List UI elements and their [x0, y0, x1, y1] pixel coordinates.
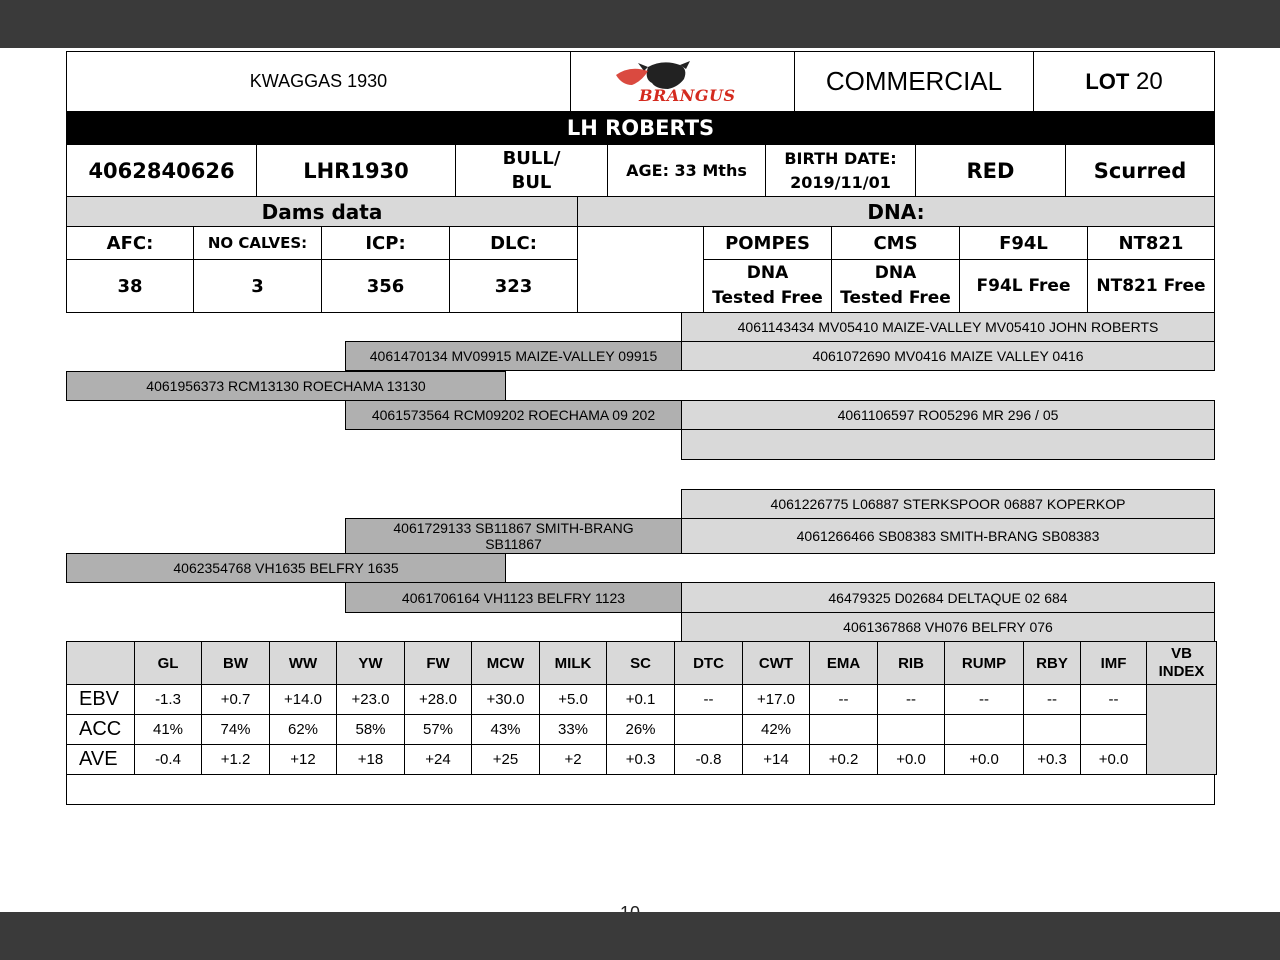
- ave-cell: +24: [405, 745, 472, 775]
- dna-value-cms: DNA Tested Free: [831, 259, 960, 313]
- ebv-cell: --: [1024, 685, 1081, 715]
- ave-cell: +0.3: [1024, 745, 1081, 775]
- dams-label-dlc: DLC:: [449, 226, 578, 260]
- birth-date: BIRTH DATE: 2019/11/01: [765, 144, 916, 197]
- ebv-cell: +0.7: [202, 685, 270, 715]
- ebv-col-mcw: MCW: [472, 642, 540, 685]
- ebv-col-rib: RIB: [878, 642, 945, 685]
- ebv-col-fw: FW: [405, 642, 472, 685]
- acc-cell: 43%: [472, 715, 540, 745]
- pedigree-dam-dam: 4061706164 VH1123 BELFRY 1123: [345, 582, 682, 613]
- acc-cell: 62%: [270, 715, 337, 745]
- dams-label-afc: AFC:: [66, 226, 194, 260]
- ave-cell: +0.0: [878, 745, 945, 775]
- dams-value-afc: 38: [66, 259, 194, 313]
- dna-label-f94l: F94L: [959, 226, 1088, 260]
- pedigree-dam-sire-sire: 4061226775 L06887 STERKSPOOR 06887 KOPERKOP: [681, 489, 1215, 519]
- acc-cell: [878, 715, 945, 745]
- animal-id: 4062840626: [66, 144, 257, 197]
- dna-value-nt821: NT821 Free: [1087, 259, 1215, 313]
- dna-label-pompes: POMPES: [703, 226, 832, 260]
- farm-name: KWAGGAS 1930: [66, 51, 571, 112]
- ebv-cell: -1.3: [135, 685, 202, 715]
- ebv-col-rby: RBY: [1024, 642, 1081, 685]
- ave-cell: +0.3: [607, 745, 675, 775]
- acc-cell: 57%: [405, 715, 472, 745]
- pedigree-dam: 4062354768 VH1635 BELFRY 1635: [66, 553, 506, 583]
- ebv-col-ww: WW: [270, 642, 337, 685]
- pedigree-sire-sire-dam: 4061072690 MV0416 MAIZE VALLEY 0416: [681, 341, 1215, 371]
- viewer-bottom-bar: [0, 912, 1280, 960]
- animal-sex: BULL/ BUL: [455, 144, 608, 197]
- ebv-cell: --: [1081, 685, 1147, 715]
- acc-cell: 58%: [337, 715, 405, 745]
- ebv-cell: +30.0: [472, 685, 540, 715]
- acc-cell: [1081, 715, 1147, 745]
- dna-value-pompes: DNA Tested Free: [703, 259, 832, 313]
- acc-cell: 41%: [135, 715, 202, 745]
- logo-text: BRANGUS: [639, 86, 736, 105]
- ebv-cell: --: [810, 685, 878, 715]
- pedigree-sire-sire-sire: 4061143434 MV05410 MAIZE-VALLEY MV05410 JOHN ROBERTS: [681, 312, 1215, 342]
- ebv-cell: --: [945, 685, 1024, 715]
- dna-spacer: [577, 226, 704, 313]
- row-label: ACC: [67, 715, 135, 745]
- ave-cell: +2: [540, 745, 607, 775]
- ebv-header-row: [67, 642, 1217, 685]
- dna-label-cms: CMS: [831, 226, 960, 260]
- breeder-name: LH ROBERTS: [66, 111, 1215, 145]
- dna-value-f94l: F94L Free: [959, 259, 1088, 313]
- ave-cell: +0.0: [945, 745, 1024, 775]
- dams-value-dlc: 323: [449, 259, 578, 313]
- pedigree-sire-sire: 4061470134 MV09915 MAIZE-VALLEY 09915: [345, 341, 682, 371]
- ebv-cell: +17.0: [743, 685, 810, 715]
- ave-cell: +14: [743, 745, 810, 775]
- pedigree-sire-dam-dam: [681, 429, 1215, 460]
- acc-cell: 26%: [607, 715, 675, 745]
- ebv-cell: +23.0: [337, 685, 405, 715]
- ave-cell: +0.0: [1081, 745, 1147, 775]
- acc-cell: 33%: [540, 715, 607, 745]
- dams-label-icp: ICP:: [321, 226, 450, 260]
- ave-cell: -0.8: [675, 745, 743, 775]
- acc-cell: [945, 715, 1024, 745]
- row-label: EBV: [67, 685, 135, 715]
- pedigree-dam-sire-dam: 4061266466 SB08383 SMITH-BRANG SB08383: [681, 518, 1215, 554]
- ebv-col-sc: SC: [607, 642, 675, 685]
- ebv-col-imf: IMF: [1081, 642, 1147, 685]
- ebv-col-vb-index: VB INDEX: [1147, 642, 1217, 685]
- acc-cell: [675, 715, 743, 745]
- catalogue-page: [0, 48, 1280, 912]
- ebv-table: [66, 641, 1217, 775]
- pedigree-dam-dam-sire: 46479325 D02684 DELTAQUE 02 684: [681, 582, 1215, 613]
- acc-cell: 42%: [743, 715, 810, 745]
- animal-reg: LHR1930: [256, 144, 456, 197]
- ave-cell: +18: [337, 745, 405, 775]
- ebv-cell: +0.1: [607, 685, 675, 715]
- pedigree-sire: 4061956373 RCM13130 ROECHAMA 13130: [66, 371, 506, 401]
- acc-cell: [1024, 715, 1081, 745]
- pedigree-dam-sire: 4061729133 SB11867 SMITH-BRANG SB11867: [345, 518, 682, 554]
- acc-cell: 74%: [202, 715, 270, 745]
- notes-row: [66, 774, 1215, 805]
- acc-cell: [810, 715, 878, 745]
- ebv-col-rump: RUMP: [945, 642, 1024, 685]
- ebv-col-gl: GL: [135, 642, 202, 685]
- pedigree-sire-dam: 4061573564 RCM09202 ROECHAMA 09 202: [345, 400, 682, 430]
- ave-cell: -0.4: [135, 745, 202, 775]
- ebv-col-yw: YW: [337, 642, 405, 685]
- ebv-col-cwt: CWT: [743, 642, 810, 685]
- dams-value-icp: 356: [321, 259, 450, 313]
- ave-cell: +12: [270, 745, 337, 775]
- dams-data-title: Dams data: [66, 196, 578, 227]
- dna-label-nt821: NT821: [1087, 226, 1215, 260]
- ebv-cell: --: [878, 685, 945, 715]
- ebv-col-ema: EMA: [810, 642, 878, 685]
- horn-status: Scurred: [1065, 144, 1215, 197]
- ave-cell: +0.2: [810, 745, 878, 775]
- ebv-cell: +28.0: [405, 685, 472, 715]
- ebv-col-dtc: DTC: [675, 642, 743, 685]
- ebv-col-bw: BW: [202, 642, 270, 685]
- category: COMMERCIAL: [794, 51, 1034, 112]
- vb-index-value: [1147, 685, 1217, 775]
- acc-row: [67, 715, 1217, 745]
- ebv-col-milk: MILK: [540, 642, 607, 685]
- pedigree-sire-dam-sire: 4061106597 RO05296 MR 296 / 05: [681, 400, 1215, 430]
- ave-row: [67, 745, 1217, 775]
- row-label: AVE: [67, 745, 135, 775]
- animal-colour: RED: [915, 144, 1066, 197]
- dna-title: DNA:: [577, 196, 1215, 227]
- lot-number: LOT 20: [1033, 51, 1215, 112]
- pedigree-dam-dam-dam: 4061367868 VH076 BELFRY 076: [681, 612, 1215, 642]
- dams-value-calves: 3: [193, 259, 322, 313]
- ebv-cell: +14.0: [270, 685, 337, 715]
- ebv-cell: +5.0: [540, 685, 607, 715]
- brangus-logo: [570, 51, 795, 112]
- animal-age: AGE: 33 Mths: [607, 144, 766, 197]
- ebv-cell: --: [675, 685, 743, 715]
- ave-cell: +25: [472, 745, 540, 775]
- ebv-row: [67, 685, 1217, 715]
- ebv-corner: [67, 642, 135, 685]
- dams-label-calves: NO CALVES:: [193, 226, 322, 260]
- ave-cell: +1.2: [202, 745, 270, 775]
